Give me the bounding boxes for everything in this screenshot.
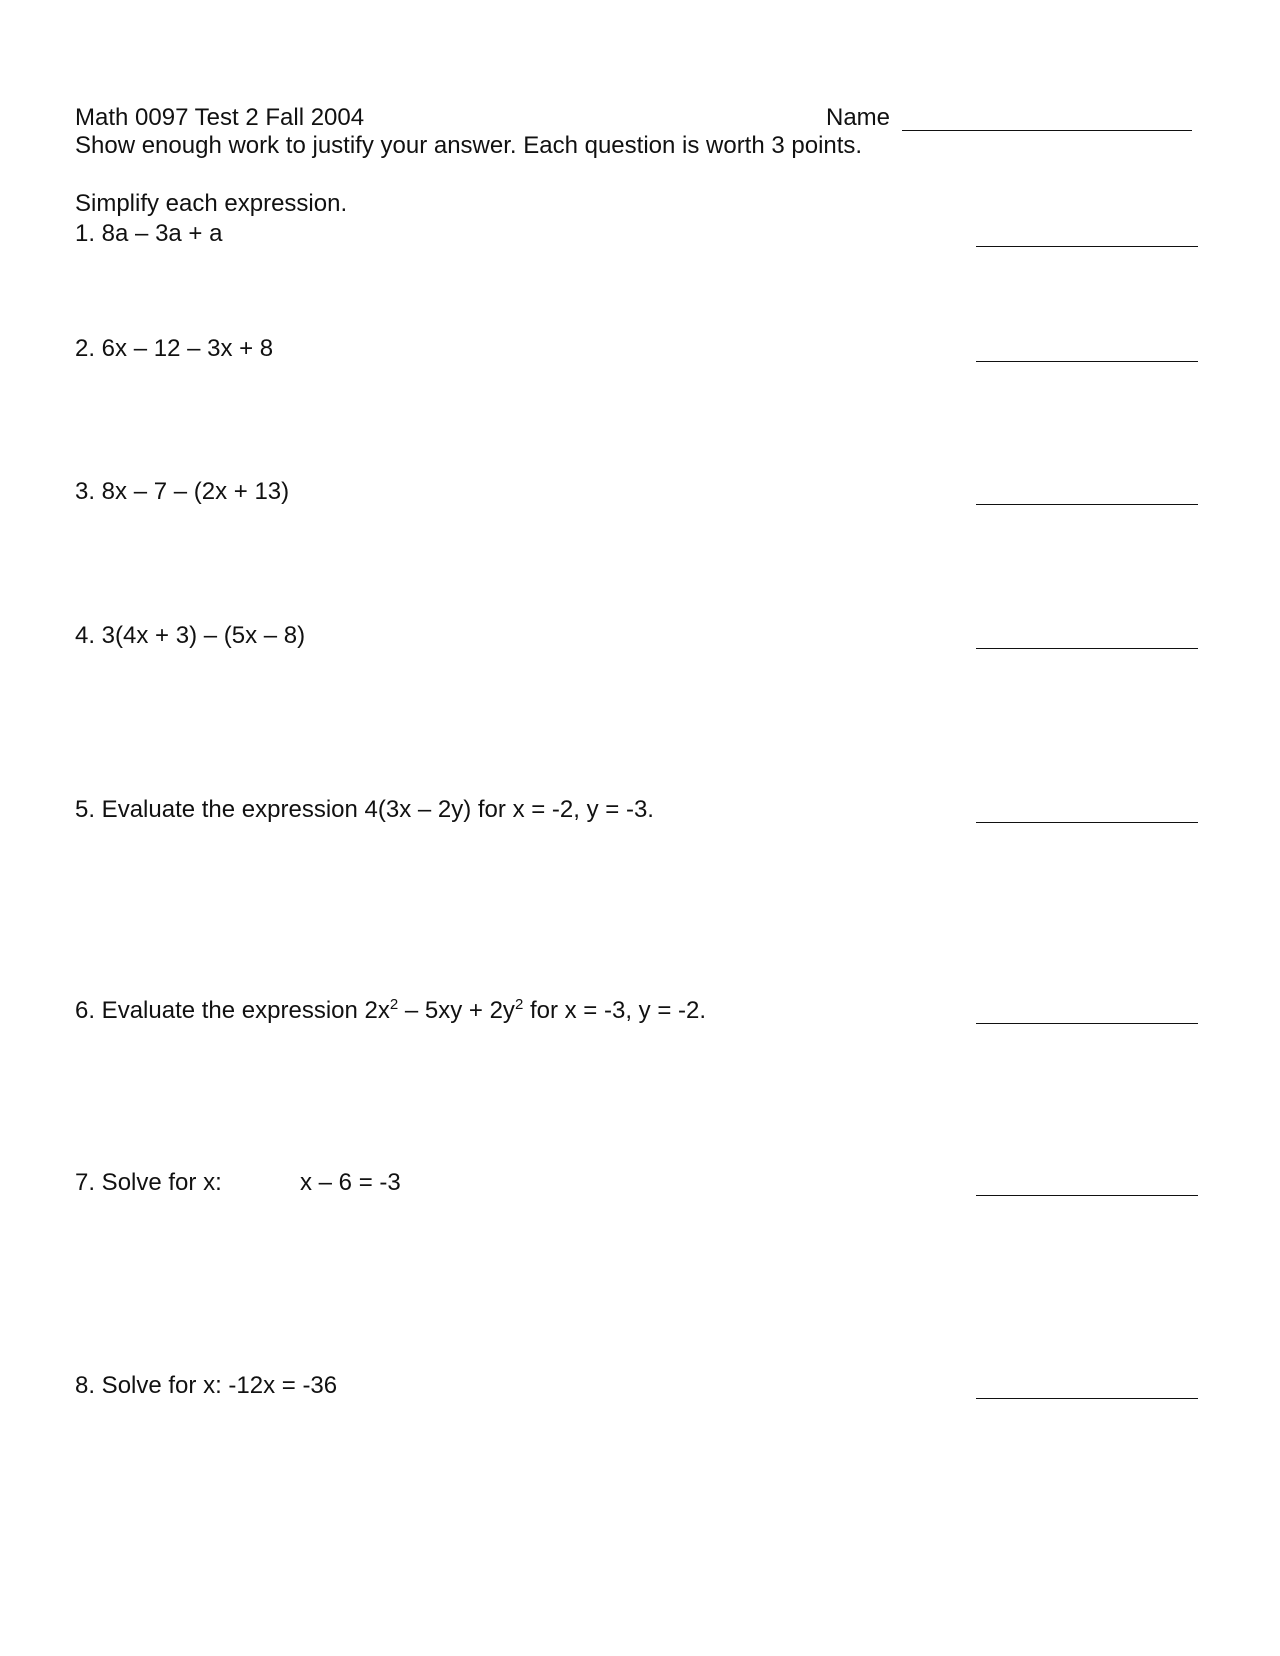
answer-line-7: [976, 1195, 1198, 1196]
question-1: 1. 8a – 3a + a: [75, 220, 223, 247]
question-3: 3. 8x – 7 – (2x + 13): [75, 478, 290, 505]
answer-line-3: [976, 504, 1198, 505]
name-blank-line: [902, 130, 1192, 131]
question-2: 2. 6x – 12 – 3x + 8: [75, 335, 274, 362]
question-4: 4. 3(4x + 3) – (5x – 8): [75, 622, 306, 649]
answer-line-5: [976, 822, 1198, 823]
answer-line-6: [976, 1023, 1198, 1024]
question-6: [75, 997, 706, 1026]
question-8: 8. Solve for x: -12x = -36: [75, 1372, 338, 1399]
question-6-exponent-1: 2: [389, 996, 399, 1013]
question-5: 5. Evaluate the expression 4(3x – 2y) for x = -2, y = -3.: [75, 796, 654, 823]
question-7: 7. Solve for x:: [75, 1169, 222, 1196]
answer-line-8: [976, 1398, 1198, 1399]
answer-line-2: [976, 361, 1198, 362]
name-label: Name: [826, 104, 891, 131]
question-6-suffix: for x = -3, y = -2.: [523, 997, 707, 1024]
answer-line-4: [976, 648, 1198, 649]
answer-line-1: [976, 246, 1198, 247]
section-heading: Simplify each expression.: [75, 190, 348, 217]
instructions: Show enough work to justify your answer. Each question is worth 3 points.: [75, 132, 863, 159]
question-6-exponent-2: 2: [514, 996, 524, 1013]
test-title: Math 0097 Test 2 Fall 2004: [75, 104, 365, 131]
question-7-equation: x – 6 = -3: [300, 1169, 401, 1196]
question-6-prefix: 6. Evaluate the expression 2x: [75, 997, 390, 1024]
question-6-middle: – 5xy + 2y: [398, 997, 515, 1024]
